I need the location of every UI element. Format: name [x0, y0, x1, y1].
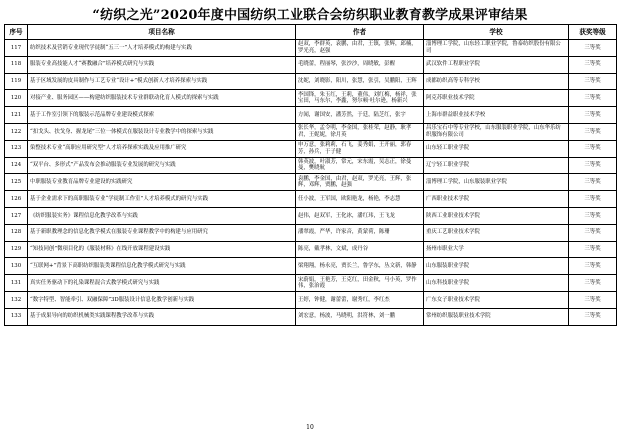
row-num: 120	[5, 90, 28, 107]
row-num: 128	[5, 224, 28, 241]
row-school: 广东女子职业技术学院	[424, 291, 569, 308]
row-num: 117	[5, 40, 28, 57]
row-authors: 沈妮，刘晓影，阳川，张慧，张引，吴鹏阳，王辉	[296, 73, 424, 90]
row-school: 阿克苏职业技术学院	[424, 90, 569, 107]
row-authors: 赵双，李群英，袁鹏，由君，王镇，张辉，邱楠，罗光亮，赵强	[296, 40, 424, 57]
row-authors: 任小波，王军国，欧阳艳龙，杨艳，李志慧	[296, 191, 424, 208]
row-authors: 申万意，张莉莉，石飞，姜秀娟，王开丽，郭春芳，孙兵，于子健	[296, 140, 424, 157]
row-num: 130	[5, 258, 28, 275]
row-school: 淄博理工学院，山东服装职业学院	[424, 174, 569, 191]
table-row	[5, 56, 617, 73]
row-award: 三等奖	[569, 123, 617, 140]
table-row	[5, 123, 617, 140]
row-award: 三等奖	[569, 157, 617, 174]
table-row	[5, 275, 617, 292]
row-award: 三等奖	[569, 90, 617, 107]
row-num: 119	[5, 73, 28, 90]
row-award: 三等奖	[569, 107, 617, 124]
row-award: 三等奖	[569, 275, 617, 292]
table-row	[5, 73, 617, 90]
table-row	[5, 191, 617, 208]
row-project: 染整技术专业“高职应用研究型”人才培养探索实践及应用推广研究	[28, 140, 296, 157]
row-authors: 赵伟，赵双军，王化冰，潘红玮，王飞龙	[296, 207, 424, 224]
row-school: 山东轻工职业学院	[424, 140, 569, 157]
row-num: 124	[5, 157, 28, 174]
row-award: 三等奖	[569, 258, 617, 275]
table-row	[5, 157, 617, 174]
table-row	[5, 107, 617, 124]
row-school: 陕西工业职业技术学院	[424, 207, 569, 224]
row-project: “互联网+”背景下高职纺织服装类课程信息化教学模式研究与实践	[28, 258, 296, 275]
header-award: 获奖等级	[569, 25, 617, 40]
row-project: 《纺织服装实务》课程信息化教学改革与实践	[28, 207, 296, 224]
row-project: 中职服装专业教育品牌专业建设的实践研究	[28, 174, 296, 191]
row-award: 三等奖	[569, 191, 617, 208]
row-award: 三等奖	[569, 291, 617, 308]
row-authors: 刘宏意，杨波，马晓明，洪符林，刘一鹏	[296, 308, 424, 325]
row-school: 昌乐宝石中等专业学校，山东服装职业学院，山东华乐纺织服饰有限公司	[424, 123, 569, 140]
row-school: 上海市群益职业技术学校	[424, 107, 569, 124]
row-num: 133	[5, 308, 28, 325]
row-num: 122	[5, 123, 28, 140]
row-authors: 陈亮，戴孝林，文斌，成丹谷	[296, 241, 424, 258]
row-award: 三等奖	[569, 73, 617, 90]
row-school: 成都纺织高等专科学校	[424, 73, 569, 90]
table-row	[5, 140, 617, 157]
table-row	[5, 40, 617, 57]
row-school: 常州纺织服装职业技术学院	[424, 308, 569, 325]
row-award: 三等奖	[569, 40, 617, 57]
row-num: 126	[5, 191, 28, 208]
row-num: 123	[5, 140, 28, 157]
row-award: 三等奖	[569, 224, 617, 241]
row-authors: 张长华，孟令明，李金国，张桂荣，赵静，耿孝君，王妮妮，徐月英	[296, 123, 424, 140]
table-row	[5, 174, 617, 191]
table-row	[5, 90, 617, 107]
row-authors: 梁翔翔，杨永亮，贾长兰，鲁学东，丛文新，韩静	[296, 258, 424, 275]
table-header-row	[5, 25, 617, 40]
row-authors: 方闻，谢国安，潘芳然，于廷，陆芝红，张宇	[296, 107, 424, 124]
table-row	[5, 241, 617, 258]
row-project: “扣戈头、扶戈身、握龙尾”三位一体模式在服装设计专业教学中的探索与实践	[28, 123, 296, 140]
row-num: 125	[5, 174, 28, 191]
row-school: 重庆工艺职业技术学院	[424, 224, 569, 241]
row-school: 武汉软件工程职业学院	[424, 56, 569, 73]
row-school: 淄博理工学院，山东轻工职业学院，鲁泰纺织股份有限公司	[424, 40, 569, 57]
row-school: 辽宁轻工职业学院	[424, 157, 569, 174]
table-row	[5, 207, 617, 224]
row-authors: 毛晓蕾，程丽琴，张沙沙，周晓敏，彭醒	[296, 56, 424, 73]
row-project: 纺织技术及营销专业现代学徒制“五三一”人才培养模式的构建与实践	[28, 40, 296, 57]
row-school: 山东服装职业学院	[424, 258, 569, 275]
row-project: 基于企业需求下的高职服装专业“学徒制工作室”人才培养模式的研究与实践	[28, 191, 296, 208]
row-school: 扬州市职业大学	[424, 241, 569, 258]
row-award: 三等奖	[569, 174, 617, 191]
row-project: 基于工作室引领下的服装示范品牌专业建设模式探索	[28, 107, 296, 124]
results-table	[4, 24, 617, 326]
page-number: 10	[306, 424, 314, 431]
header-authors: 作者	[296, 25, 424, 40]
row-num: 118	[5, 56, 28, 73]
header-num: 序号	[5, 25, 28, 40]
row-authors: 袁鹏，李金国，由君，赵双，罗光亮，王辉，张辉，邓辉，贾鹏，赵强	[296, 174, 424, 191]
row-award: 三等奖	[569, 140, 617, 157]
row-award: 三等奖	[569, 308, 617, 325]
row-num: 132	[5, 291, 28, 308]
row-project: “知技同创”微项目化的《服装材料》在线开放课程建设实践	[28, 241, 296, 258]
table-row	[5, 291, 617, 308]
row-authors: 王婷，钟健，谢蕾蕾，谢秀红，李红杰	[296, 291, 424, 308]
row-project: 基于区域发展的皮具制作与工艺专业“设计+”模式创新人才培养探索与实践	[28, 73, 296, 90]
row-num: 129	[5, 241, 28, 258]
row-project: “双平台、多形式”产品发布会推动服装专业发展的研究与实践	[28, 157, 296, 174]
row-project: “数字特型、智能牵引、双融保障”3D服装设计信息化教学创新与实践	[28, 291, 296, 308]
row-project: 服装专业高技能人才“赛教融合”培养模式研究与实践	[28, 56, 296, 73]
row-authors: 韩英波，叶淑芳，常元，宋东霞，吴志正，徐曼曼，樊晓航	[296, 157, 424, 174]
row-project: 真实任务驱动下的礼染课程混合式教学模式研究与实践	[28, 275, 296, 292]
row-num: 131	[5, 275, 28, 292]
header-school: 学校	[424, 25, 569, 40]
row-num: 127	[5, 207, 28, 224]
row-authors: 潘翠霞，严华，许家音，黄蒙荷，陈珊	[296, 224, 424, 241]
table-row	[5, 224, 617, 241]
row-award: 三等奖	[569, 207, 617, 224]
table-row	[5, 258, 617, 275]
row-award: 三等奖	[569, 56, 617, 73]
header-project: 项目名称	[28, 25, 296, 40]
row-project: 基于成果导向的纺织机械类实践课程教学改革与实践	[28, 308, 296, 325]
row-project: 对接产业、服务园区——构建纺织服装技术专业群联动化育人模式的探索与实践	[28, 90, 296, 107]
row-project: 基于新职教理念的信息化教学模式在服装专业课程教学中的构建与应用研究	[28, 224, 296, 241]
row-authors: 李国锋，朱玉红，王莉，董伟，刘红梅，杨祥，张宝田，马东尔，李鑫，努尔顿·吐尔逊，杨新兴	[296, 90, 424, 107]
row-school: 山东科技职业学院	[424, 275, 569, 292]
row-authors: 宋蔚娟，王艳芳，王克红，田金秋，马小英，罗作伟，张治霞	[296, 275, 424, 292]
table-row	[5, 308, 617, 325]
row-award: 三等奖	[569, 241, 617, 258]
page-title: “纺织之光”2020年度中国纺织工业联合会纺织职业教育教学成果评审结果	[92, 8, 528, 23]
row-school: 广西职业技术学院	[424, 191, 569, 208]
row-num: 121	[5, 107, 28, 124]
